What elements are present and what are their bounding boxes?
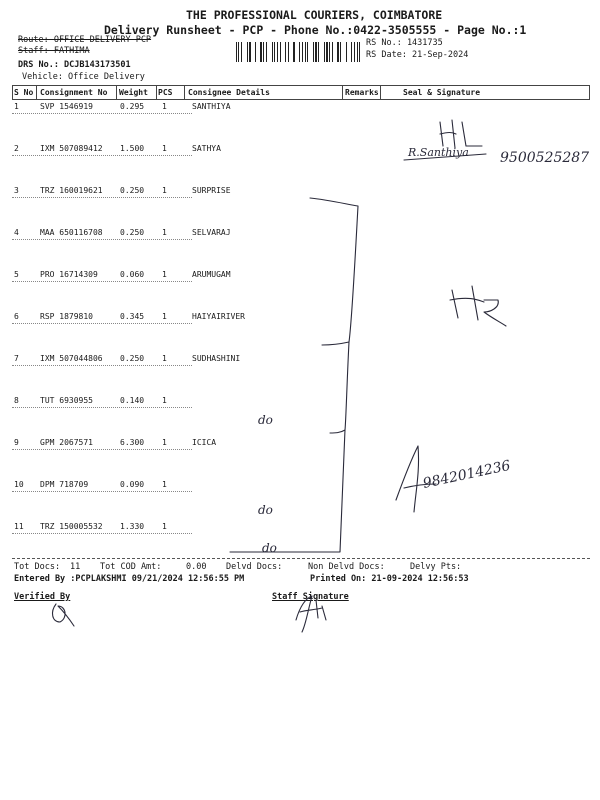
cell-pcs: 1	[162, 396, 167, 405]
cell-sno: 2	[14, 144, 19, 153]
cell-consignee: HAIYAIRIVER	[192, 312, 245, 321]
cell-weight: 1.330	[120, 522, 145, 531]
handwritten-phone: 9842014236	[421, 457, 512, 492]
verified-signature-stroke	[53, 604, 74, 626]
cell-pcs: 1	[162, 102, 167, 111]
col-header-consignment: Consignment No	[40, 88, 108, 97]
cell-consignment: TUT 6930955	[40, 396, 93, 405]
tot-docs-value: 11	[70, 562, 81, 572]
cell-consignee: SURPRISE	[192, 186, 231, 195]
delvd-docs-label: Delvd Docs:	[226, 562, 283, 572]
printed-on: Printed On: 21-09-2024 12:56:53	[310, 574, 469, 584]
cell-consignee: SELVARAJ	[192, 228, 231, 237]
delvy-pts-label: Delvy Pts:	[410, 562, 462, 572]
cell-consignment: SVP 1546919	[40, 102, 93, 111]
col-header-remarks: Remarks	[345, 88, 379, 97]
staff-line: Staff: FATHIMA	[18, 46, 90, 56]
cell-sno: 3	[14, 186, 19, 195]
drs-number: DRS No.: DCJB143173501	[18, 60, 131, 70]
staff-signature-stroke	[296, 596, 326, 632]
staff-signature-label: Staff Signature	[272, 592, 349, 602]
cell-consignment: PRO 16714309	[40, 270, 98, 279]
handwritten-phone: 9500525287	[500, 150, 590, 166]
cell-consignment: IXM 507044806	[40, 354, 103, 363]
cell-consignee: ICICA	[192, 438, 217, 447]
cell-consignment: RSP 1879810	[40, 312, 93, 321]
cell-sno: 11	[14, 522, 24, 531]
cell-consignee: ARUMUGAM	[192, 270, 231, 279]
cell-consignment: IXM 507089412	[40, 144, 103, 153]
cell-weight: 0.090	[120, 480, 145, 489]
entered-by: Entered By :PCPLAKSHMI 09/21/2024 12:56:55 PM	[14, 574, 245, 584]
cell-pcs: 1	[162, 270, 167, 279]
cell-consignee: SATHYA	[192, 144, 221, 153]
ditto-bracket-stroke	[230, 198, 358, 552]
cell-sno: 10	[14, 480, 24, 489]
hlr-mark-stroke	[450, 286, 506, 326]
rs-date: RS Date: 21-Sep-2024	[366, 50, 469, 60]
cell-weight: 0.250	[120, 228, 145, 237]
col-header-sno: S No	[14, 88, 34, 97]
cell-consignment: DPM 718709	[40, 480, 89, 489]
tot-docs-label: Tot Docs:	[14, 562, 61, 572]
tot-cod-label: Tot COD Amt:	[100, 562, 162, 572]
rs-number: RS No.: 1431735	[366, 38, 443, 48]
cell-weight: 6.300	[120, 438, 145, 447]
cell-weight: 0.140	[120, 396, 145, 405]
cell-weight: 0.345	[120, 312, 145, 321]
cell-consignee: SUDHASHINI	[192, 354, 241, 363]
verified-by-label: Verified By	[14, 592, 71, 602]
cell-pcs: 1	[162, 312, 167, 321]
cell-consignment: TRZ 150005532	[40, 522, 103, 531]
cell-pcs: 1	[162, 228, 167, 237]
cell-sno: 4	[14, 228, 19, 237]
col-header-pcs: PCS	[158, 88, 173, 97]
handwritten-ditto: do	[262, 541, 277, 555]
cell-pcs: 1	[162, 480, 167, 489]
cell-sno: 5	[14, 270, 19, 279]
vehicle-line: Vehicle: Office Delivery	[22, 72, 145, 82]
company-title: THE PROFESSIONAL COURIERS, COIMBATORE	[186, 8, 443, 22]
cell-weight: 1.500	[120, 144, 145, 153]
col-header-weight: Weight	[119, 88, 148, 97]
cell-consignee: SANTHIYA	[192, 102, 231, 111]
cell-consignment: GPM 2067571	[40, 438, 93, 447]
cell-sno: 8	[14, 396, 19, 405]
cell-pcs: 1	[162, 438, 167, 447]
tot-cod-value: 0.00	[186, 562, 207, 572]
handwritten-ditto: do	[258, 413, 273, 427]
cell-pcs: 1	[162, 144, 167, 153]
cell-sno: 7	[14, 354, 19, 363]
cell-sno: 6	[14, 312, 19, 321]
cell-pcs: 1	[162, 522, 167, 531]
cell-weight: 0.250	[120, 354, 145, 363]
non-delvd-docs-label: Non Delvd Docs:	[308, 562, 385, 572]
handwritten-ditto: do	[258, 503, 273, 517]
col-header-seal-signature: Seal & Signature	[403, 88, 481, 97]
cell-sno: 1	[14, 102, 19, 111]
col-header-consignee: Consignee Details	[188, 88, 270, 97]
cell-pcs: 1	[162, 186, 167, 195]
hlr-mark-stroke	[440, 120, 482, 148]
route-line: Route: OFFICE DELIVERY PCP	[18, 35, 152, 45]
cell-consignment: TRZ 160019621	[40, 186, 103, 195]
cell-pcs: 1	[162, 354, 167, 363]
cell-weight: 0.060	[120, 270, 145, 279]
cell-weight: 0.250	[120, 186, 145, 195]
cell-sno: 9	[14, 438, 19, 447]
cell-weight: 0.295	[120, 102, 145, 111]
runsheet-heading: Delivery Runsheet - PCP - Phone No.:0422-3505555 - Page No.:1	[104, 23, 527, 37]
handwritten-name: R.Santhiya	[408, 146, 469, 159]
cell-consignment: MAA 650116708	[40, 228, 103, 237]
